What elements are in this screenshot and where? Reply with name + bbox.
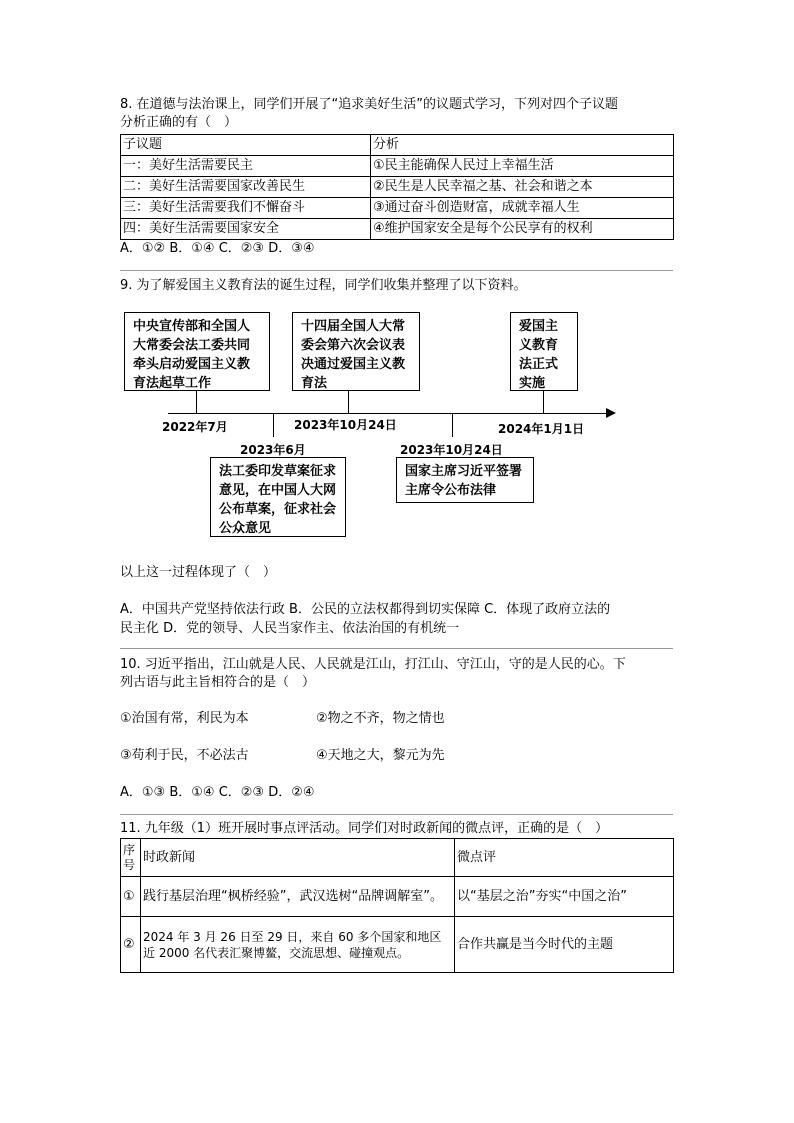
q10-options: A．①③ B．①④ C．②③ D．②④ [120,785,315,800]
table-cell: ② [121,917,141,973]
q11-table-header [121,839,674,877]
q8-table-header [121,135,674,156]
timeline-event-box: 中央宣传部和全国人大常委会法工委共同牵头启动爱国主义教育法起草工作 [124,312,270,391]
timeline-date: 2022年7月 [162,420,228,434]
timeline-event-box: 爱国主义教育法正式实施 [510,312,578,391]
q9-stem: 9. 为了解爱国主义教育法的诞生过程，同学们收集并整理了以下资料。 [120,278,527,293]
q9-options-line2: 民主化 D．党的领导、人民当家作主、依法治国的有机统一 [120,621,460,636]
q11-header-news: 时政新闻 [141,839,455,877]
q10-item: ①治国有常，利民为本 [120,711,249,726]
q9-timeline [120,305,673,545]
table-cell: 践行基层治理“枫桥经验”，武汉选树“品牌调解室”。 [141,877,455,917]
divider [120,648,673,649]
q11-header-index: 序号 [121,839,141,877]
timeline-event-box: 十四届全国人大常委会第六次会议表决通过爱国主义教育法 [292,312,420,391]
table-row [121,877,674,917]
q10-stem-line1: 10. 习近平指出，江山就是人民、人民就是江山，打江山、守江山，守的是人民的心。下 [120,657,626,672]
table-cell: ① [121,877,141,917]
connector [196,391,197,413]
q8-table [120,134,674,240]
q11-table [120,838,674,973]
q8-stem-line1: 8. 在道德与法治课上，同学们开展了“追求美好生活”的议题式学习，下列对四个子议题 [120,97,619,112]
table-cell: ③通过奋斗创造财富，成就幸福人生 [371,198,674,219]
timeline-arrow-icon [606,408,616,418]
table-row [121,917,674,973]
q9-options-line1: A．中国共产党坚持依法行政 B．公民的立法权都得到切实保障 C．体现了政府立法的 [120,602,611,617]
q8-header-analysis: 分析 [371,135,674,156]
q8-header-subtopic: 子议题 [121,135,371,156]
q8-stem-line2: 分析正确的有（ ） [120,115,238,130]
table-row [121,219,674,240]
q10-item: ③苟利于民，不必法古 [120,748,249,763]
table-row [121,177,674,198]
table-cell: 三：美好生活需要我们不懈奋斗 [121,198,371,219]
timeline-date: 2024年1月1日 [498,422,585,436]
q10-stem-line2: 列古语与此主旨相符合的是（ ） [120,675,316,690]
table-row [121,156,674,177]
connector [273,413,274,437]
divider [120,814,673,815]
table-cell: ①民主能确保人民过上幸福生活 [371,156,674,177]
q11-header-comment: 微点评 [455,839,674,877]
table-row [121,198,674,219]
q11-stem: 11. 九年级（1）班开展时事点评活动。同学们对时政新闻的微点评，正确的是（ ） [120,821,609,836]
q10-item: ④天地之大，黎元为先 [316,748,445,763]
timeline-axis [168,413,608,414]
timeline-event-box: 法工委印发草案征求意见，在中国人大网公布草案，征求社会公众意见 [210,457,346,537]
timeline-date: 2023年10月24日 [294,418,397,432]
table-cell: ④维护国家安全是每个公民享有的权利 [371,219,674,240]
table-cell: ②民生是人民幸福之基、社会和谐之本 [371,177,674,198]
q10-item: ②物之不齐，物之情也 [316,711,445,726]
table-cell: 2024 年 3 月 26 日至 29 日，来自 60 多个国家和地区近 2000 名代表汇聚博鳌，交流思想、碰撞观点。 [141,917,455,973]
q8-options: A．①② B．①④ C．②③ D．③④ [120,241,315,256]
timeline-date: 2023年6月 [240,443,306,457]
connector [348,391,349,413]
table-cell: 一：美好生活需要民主 [121,156,371,177]
connector [543,391,544,413]
table-cell: 以“基层之治”夯实“中国之治” [455,877,674,917]
connector [452,413,453,437]
divider [120,270,673,271]
table-cell: 二：美好生活需要国家改善民生 [121,177,371,198]
timeline-date: 2023年10月24日 [400,443,503,457]
timeline-event-box: 国家主席习近平签署主席令公布法律 [396,457,534,503]
table-cell: 四：美好生活需要国家安全 [121,219,371,240]
q9-question: 以上这一过程体现了（ ） [120,565,277,580]
table-cell: 合作共赢是当今时代的主题 [455,917,674,973]
